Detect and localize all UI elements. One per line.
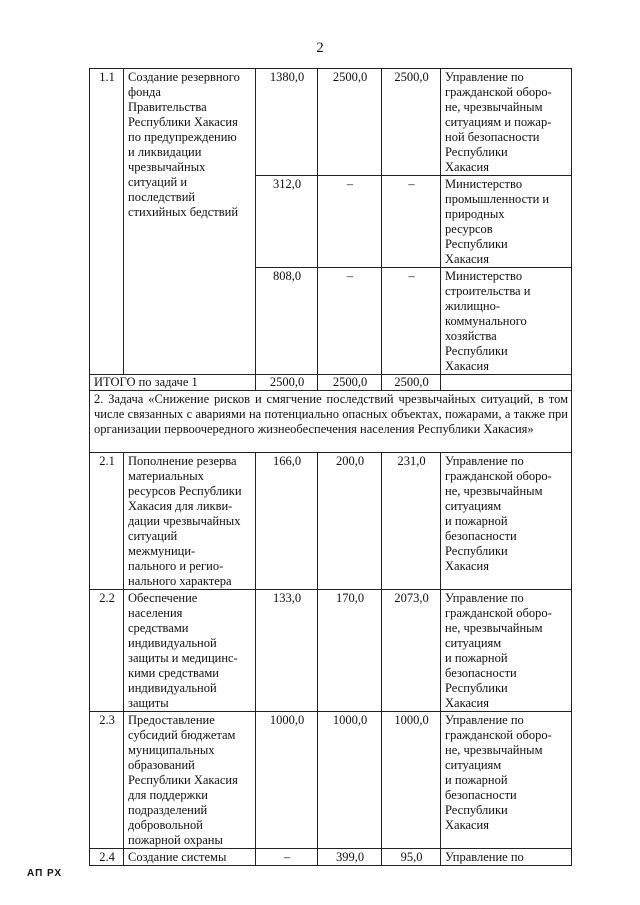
value-2016: 2500,0 [382, 69, 441, 176]
value-2014: 1000,0 [256, 712, 318, 849]
item-number: 2.3 [90, 712, 124, 849]
value-2014: 1380,0 [256, 69, 318, 176]
total-2014: 2500,0 [256, 375, 318, 391]
value-2015: 200,0 [318, 453, 382, 590]
item-number: 2.4 [90, 849, 124, 866]
value-2016: 231,0 [382, 453, 441, 590]
executor: Управление по гражданской оборо- не, чрезвычайным ситуациям и пожар- ной безопасности Республики Хакасия [441, 69, 572, 176]
item-name: Создание системы [124, 849, 256, 866]
executor: Министерство промышленности и природных ресурсов Республики Хакасия [441, 176, 572, 268]
executor: Управление по [441, 849, 572, 866]
executor: Управление по гражданской оборо- не, чрезвычайным ситуациям и пожарной безопасности Республики Хакасия [441, 453, 572, 590]
item-name: Создание резервного фонда Правительства Республики Хакасия по предупреждению и ликвидации чрезвычайных ситуаций и последствий стихийных бедствий [124, 69, 256, 375]
item-name: Пополнение резерва материальных ресурсов Республики Хакасия для ликви- дации чрезвычайных ситуаций межмуници- пального и регио- нального характера [124, 453, 256, 590]
item-number: 1.1 [90, 69, 124, 375]
executor: Министерство строительства и жилищно- коммунального хозяйства Республики Хакасия [441, 268, 572, 375]
total-row [90, 375, 572, 391]
value-2016: 1000,0 [382, 712, 441, 849]
table-row [90, 453, 572, 590]
total-2016: 2500,0 [382, 375, 441, 391]
value-2016: – [382, 268, 441, 375]
value-2014: 166,0 [256, 453, 318, 590]
value-2014: 312,0 [256, 176, 318, 268]
value-2015: 399,0 [318, 849, 382, 866]
table-row [90, 69, 572, 176]
item-number: 2.2 [90, 590, 124, 712]
executor: Управление по гражданской оборо- не, чрезвычайным ситуациям и пожарной безопасности Республики Хакасия [441, 590, 572, 712]
item-number: 2.1 [90, 453, 124, 590]
value-2016: 95,0 [382, 849, 441, 866]
value-2015: 2500,0 [318, 69, 382, 176]
executor: Управление по гражданской оборо- не, чрезвычайным ситуациям и пожарной безопасности Республики Хакасия [441, 712, 572, 849]
value-2014: – [256, 849, 318, 866]
value-2016: – [382, 176, 441, 268]
table-row [90, 849, 572, 866]
task-2-title: 2. Задача «Снижение рисков и смягчение последствий чрезвычайных ситуаций, в том числе связанных с авариями на потенциально опасных объектах, пожарами, а также при организации первоочередного жизнеобеспечения населения Республики Хакасия» [90, 391, 572, 453]
value-2015: 170,0 [318, 590, 382, 712]
value-2015: – [318, 176, 382, 268]
task-header-row [90, 391, 572, 453]
total-executor [441, 375, 572, 391]
table-row [90, 712, 572, 849]
item-name: Обеспечение населения средствами индивидуальной защиты и медицинс- кими средствами индивидуальной защиты [124, 590, 256, 712]
total-label: ИТОГО по задаче 1 [90, 375, 256, 391]
value-2015: – [318, 268, 382, 375]
program-table [89, 68, 572, 866]
value-2014: 133,0 [256, 590, 318, 712]
page-number: 2 [316, 40, 324, 56]
value-2016: 2073,0 [382, 590, 441, 712]
value-2014: 808,0 [256, 268, 318, 375]
footer-mark: АП РХ [27, 868, 63, 879]
value-2015: 1000,0 [318, 712, 382, 849]
item-name: Предоставление субсидий бюджетам муниципальных образований Республики Хакасия для поддержки подразделений добровольной пожарной охраны [124, 712, 256, 849]
table-row [90, 590, 572, 712]
total-2015: 2500,0 [318, 375, 382, 391]
